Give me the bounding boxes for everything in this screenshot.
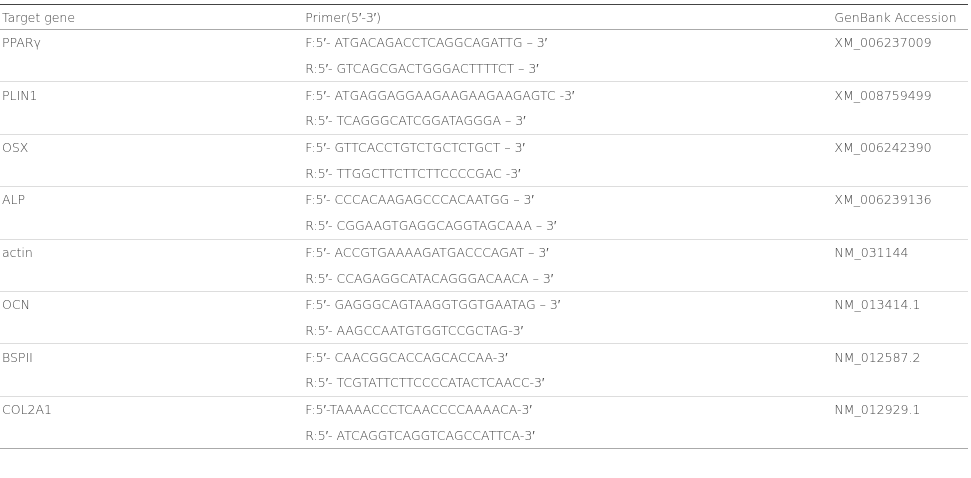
reverse-primer-cell: R:5′- AAGCCAATGTGGTCCGCTAG-3′ <box>305 322 524 338</box>
reverse-primer-cell: R:5′- TTGGCTTCTTCTTCCCCGAC -3′ <box>305 165 521 181</box>
forward-primer-cell: F:5′- GTTCACCTGTCTGCTCTGCT – 3′ <box>303 134 832 160</box>
accession-cell: XM_006242390 <box>832 134 968 160</box>
empty-cell <box>832 265 968 291</box>
table-row <box>0 265 968 291</box>
table-row <box>0 56 968 82</box>
empty-cell <box>832 56 968 82</box>
table-row <box>0 318 968 344</box>
primer-table <box>0 4 968 449</box>
gene-cell: PPARγ <box>2 35 41 51</box>
table-row <box>0 213 968 239</box>
empty-cell <box>0 213 303 239</box>
empty-cell <box>0 108 303 134</box>
table-row <box>0 108 968 134</box>
empty-cell <box>832 108 968 134</box>
table-row <box>0 187 968 213</box>
table-row <box>0 370 968 396</box>
accession-cell: NM_013414.1 <box>832 291 968 317</box>
empty-cell <box>832 318 968 344</box>
table-row <box>0 344 968 370</box>
accession-cell: NM_012587.2 <box>832 344 968 370</box>
reverse-primer-cell: R:5′- ATCAGGTCAGGTCAGCCATTCA-3′ <box>303 422 832 448</box>
table-row <box>0 396 968 422</box>
empty-cell <box>0 370 303 396</box>
empty-cell <box>832 160 968 186</box>
accession-cell: XM_006239136 <box>832 187 968 213</box>
gene-cell: COL2A1 <box>0 396 303 422</box>
empty-cell <box>832 370 968 396</box>
accession-cell: XM_008759499 <box>832 82 968 108</box>
gene-cell: actin <box>0 239 303 265</box>
header-genbank-accession: GenBank Accession <box>832 5 968 30</box>
table-row <box>0 239 968 265</box>
accession-cell: NM_031144 <box>832 239 968 265</box>
table-row <box>0 82 968 108</box>
forward-primer-cell: F:5′- CAACGGCACCAGCACCAA-3′ <box>303 344 832 370</box>
accession-cell: XM_006237009 <box>834 35 932 51</box>
accession-cell: NM_012929.1 <box>832 396 968 422</box>
reverse-primer-cell: R:5′- CCAGAGGCATACAGGGACAACA – 3′ <box>305 270 554 286</box>
empty-cell <box>832 213 968 239</box>
empty-cell <box>0 56 303 82</box>
empty-cell <box>0 318 303 344</box>
forward-primer-cell: F:5′- ACCGTGAAAAGATGACCCAGAT – 3′ <box>303 239 832 265</box>
reverse-primer-cell: R:5′- TCAGGGCATCGGATAGGGA – 3′ <box>305 113 526 129</box>
gene-cell: OCN <box>0 291 303 317</box>
header-target-gene: Target gene <box>0 5 303 30</box>
empty-cell <box>0 265 303 291</box>
gene-cell: BSPII <box>0 344 303 370</box>
empty-cell <box>832 422 968 448</box>
empty-cell <box>0 422 303 448</box>
table-row <box>0 422 968 448</box>
reverse-primer-cell: R:5′- TCGTATTCTTCCCCATACTCAACC-3′ <box>305 375 545 391</box>
reverse-primer-cell: R:5′- GTCAGCGACTGGGACTTTTCT – 3′ <box>305 61 539 77</box>
gene-cell: PLIN1 <box>0 82 303 108</box>
reverse-primer-cell: R:5′- CGGAAGTGAGGCAGGTAGCAAA – 3′ <box>305 218 557 234</box>
table-row <box>0 30 968 56</box>
empty-cell <box>0 160 303 186</box>
forward-primer-cell: F:5′- ATGAGGAGGAAGAAGAAGAAGAGTC -3′ <box>303 82 832 108</box>
table-row <box>0 134 968 160</box>
table-header-row <box>0 5 968 30</box>
table-row <box>0 160 968 186</box>
table-body <box>0 30 968 449</box>
forward-primer-cell: F:5′-TAAAACCCTCAACCCCAAAACA-3′ <box>303 396 832 422</box>
forward-primer-cell: F:5′- GAGGGCAGTAAGGTGGTGAATAG – 3′ <box>303 291 832 317</box>
table-row <box>0 291 968 317</box>
forward-primer-cell: F:5′- CCCACAAGAGCCCACAATGG – 3′ <box>303 187 832 213</box>
gene-cell: ALP <box>0 187 303 213</box>
header-primer: Primer(5′-3′) <box>303 5 832 30</box>
forward-primer-cell: F:5′- ATGACAGACCTCAGGCAGATTG – 3′ <box>305 35 548 51</box>
gene-cell: OSX <box>0 134 303 160</box>
